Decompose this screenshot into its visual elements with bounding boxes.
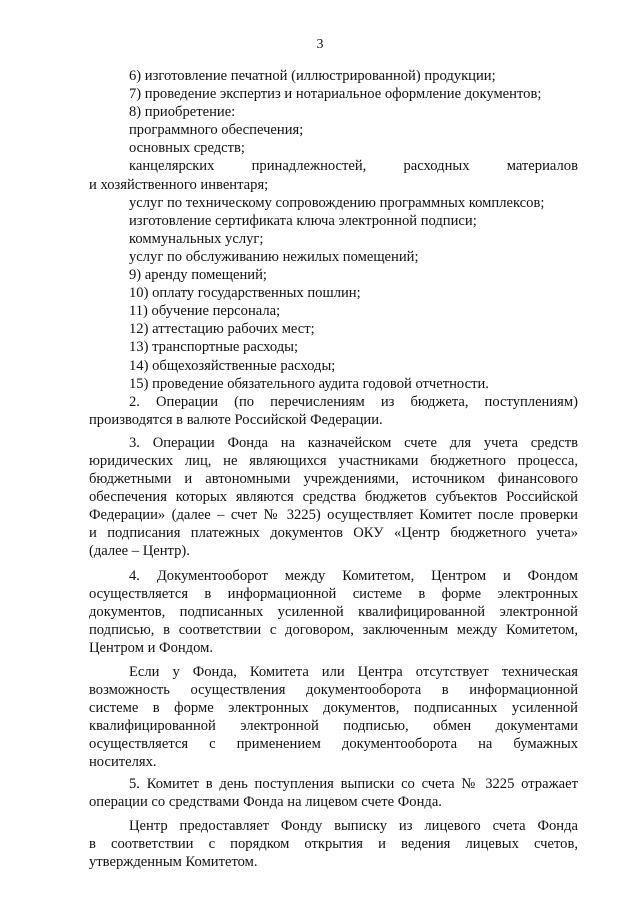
paragraph-line: Если у Фонда, Комитета или Центра отсутствует техническая <box>129 664 578 680</box>
paragraph-line: осуществляется с применением документооборота на бумажных <box>89 736 578 753</box>
paragraph-line: документов, подписанных усиленной квалифицированной электронной <box>89 603 578 620</box>
list-item: 7) проведение экспертиз и нотариальное оформление документов; <box>129 86 542 103</box>
paragraph-line: бюджетными и автономными учреждениями, источником финансового <box>89 471 578 488</box>
paragraph-5 <box>89 775 578 811</box>
paragraph-line: производятся в валюте Российской Федерации. <box>89 411 383 428</box>
word: материалов <box>506 158 578 175</box>
paragraph-line: подписью, в соответствии с договором, заключенным между Комитетом, <box>89 621 578 638</box>
paragraph-line: носителях. <box>89 754 157 771</box>
paragraph-line: обеспечения которых являются средства бюджетов субъектов Российской <box>89 489 578 506</box>
list-item: услуг по техническому сопровождению программных комплексов; <box>129 194 545 211</box>
paragraph-line: 4. Документооборот между Комитетом, Центром и Фондом <box>129 567 578 584</box>
list-item: 14) общехозяйственные расходы; <box>129 357 336 374</box>
paragraph-line: 5. Комитет в день поступления выписки со счета № 3225 отражает <box>129 775 578 792</box>
paragraph-line: 3. Операции Фонда на казначейском счете для учета средств <box>129 434 578 451</box>
list-item: 15) проведение обязательного аудита годовой отчетности. <box>129 375 489 392</box>
paragraph-3 <box>89 434 578 561</box>
list-item: изготовление сертификата ключа электронной подписи; <box>129 212 477 229</box>
list-item: 9) аренду помещений; <box>129 267 267 284</box>
list-item: основных средств; <box>129 140 245 157</box>
list-item: услуг по обслуживанию нежилых помещений; <box>129 248 419 265</box>
paragraph-line: Федерации» (далее – счет № 3225) осуществляет Комитет после проверки <box>89 507 578 524</box>
paragraph-4b <box>89 663 578 772</box>
word: принадлежностей, <box>251 158 367 175</box>
paragraph-line: юридических лиц, не являющихся участниками бюджетного процесса, <box>89 452 578 469</box>
list-item: 11) обучение персонала; <box>129 303 281 320</box>
paragraph-5b <box>89 817 578 871</box>
word: расходных <box>403 158 470 175</box>
paragraph-line: квалифицированной электронной подписью, обмен документами <box>89 718 578 735</box>
paragraph-line: утвержденным Комитетом. <box>89 853 258 870</box>
word: канцелярских <box>129 158 215 175</box>
paragraph-line: операции со средствами Фонда на лицевом счете Фонда. <box>89 793 442 810</box>
list-item: 8) приобретение: <box>129 104 236 121</box>
list-item: 13) транспортные расходы; <box>129 339 299 356</box>
list-item: 10) оплату государственных пошлин; <box>129 285 361 302</box>
paragraph-line: и подписания платежных документов ОКУ «Центр бюджетного учета» <box>89 525 578 542</box>
paragraph-line: в соответствии с порядком открытия и ведения лицевых счетов, <box>89 835 578 852</box>
page-number: 3 <box>316 37 324 52</box>
list-item: 6) изготовление печатной (иллюстрированной) продукции; <box>129 68 496 84</box>
list-item-kanc <box>89 157 578 175</box>
paragraph-4 <box>89 567 578 657</box>
paragraph-line: (далее – Центр). <box>89 543 190 560</box>
paragraph-line: Центром и Фондом. <box>89 639 214 656</box>
paragraph-2 <box>89 393 578 429</box>
list-item-continuation: и хозяйственного инвентаря; <box>89 176 269 193</box>
paragraph-line: возможность осуществления документооборота в информационной <box>89 682 578 699</box>
document-body <box>89 67 578 871</box>
paragraph-line: системе в форме электронных документов, подписанных усиленной <box>89 700 578 717</box>
list-item: 12) аттестацию рабочих мест; <box>129 321 315 338</box>
paragraph-line: Центр предоставляет Фонду выписку из лицевого счета Фонда <box>129 817 578 834</box>
paragraph-line: осуществляется в информационной системе в форме электронных <box>89 585 578 602</box>
list-item: программного обеспечения; <box>129 122 304 139</box>
paragraph-line: 2. Операции (по перечислениям из бюджета, поступлениям) <box>129 393 578 410</box>
list-item: коммунальных услуг; <box>129 230 264 247</box>
